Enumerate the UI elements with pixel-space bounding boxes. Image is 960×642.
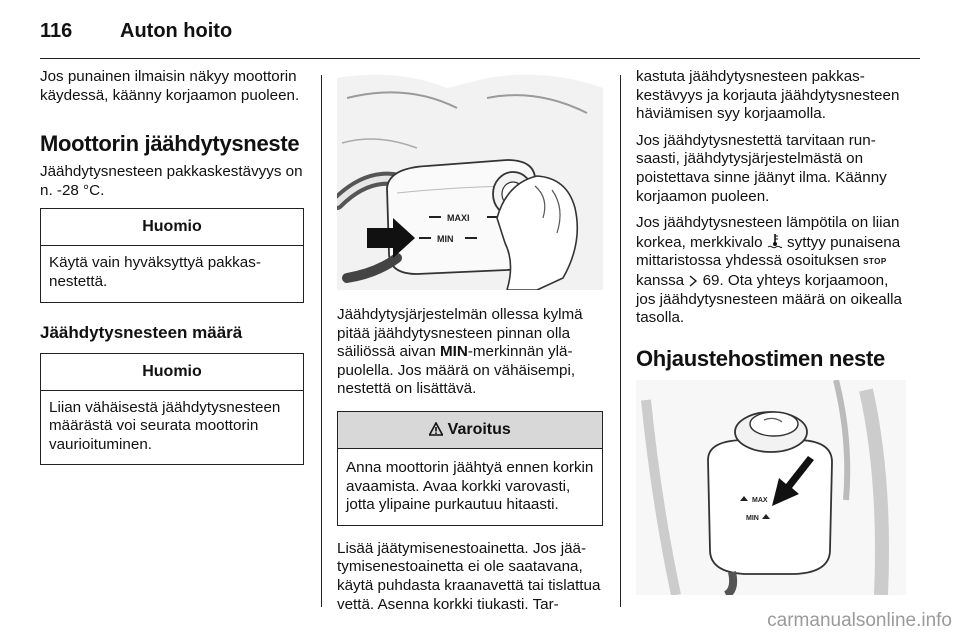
warning-box — [337, 411, 603, 526]
column-middle — [337, 68, 603, 622]
power-steering-reservoir-figure — [636, 380, 906, 595]
antifreeze-paragraph: Lisää jäätymisenestoainetta. Jos jäätymisenestoainetta ei ole saatavana, käytä puhdasta kraanavettä tai tislattua vettä. Asenna korkki tiukasti. Tar- — [337, 539, 601, 613]
warning-triangle-icon — [429, 422, 443, 436]
max-label: MAX — [752, 496, 768, 504]
warning-title: Varoitus — [447, 420, 511, 438]
page-title: Auton hoito — [120, 20, 233, 42]
column-right — [636, 68, 906, 611]
header-rule — [40, 58, 920, 59]
page-number: 116 — [40, 20, 73, 42]
coolant-section-title: Moottorin jäähdytysneste — [40, 131, 300, 157]
intro-paragraph: Jos punainen ilmaisin näkyy moottorin käydessä, käänny korjaamon puoleen. — [40, 68, 300, 104]
column-divider — [321, 75, 322, 607]
overheat-paragraph: Jos jäähdytysnesteen lämpötila on liian korkea, merkkivalo syttyy punaisena mittaristossa yhdessä osoituksen STOP kanssa 69. Ota yhteys korjaamoon, jos jäähdytysnesteen määrä on oikealla tasolla. — [636, 214, 902, 327]
coolant-level-paragraph: Jäähdytysjärjestelmän ollessa kylmä pitää jäähdytysnesteen pinnan olla säiliössä aivan MIN-merkinnän yläpuolella. Jos määrä on vähäisempi, nestettä on lisättävä. — [337, 306, 583, 398]
coolant-level-title: Jäähdytysnesteen määrä — [40, 322, 243, 342]
bleed-air-paragraph: Jos jäähdytysnestettä tarvitaan runsaasti, jäähdytysjärjestelmästä on poistettava sinne jäänyt ilma. Käänny korjaamon puoleen. — [636, 131, 887, 205]
column-divider — [620, 75, 621, 607]
check-protection-paragraph: kastuta jäähdytysnesteen pakkaskestävyys ja korjauta jäähdytysnesteen häviämisen syy korjaamolla. — [636, 68, 900, 123]
note-box-low-level — [40, 353, 304, 466]
column-left — [40, 68, 304, 465]
min-label: MIN — [746, 514, 759, 522]
coolant-reservoir-figure — [337, 68, 603, 290]
freeze-protection-paragraph: Jäähdytysnesteen pakkaskestävyys on n. -28 °C. — [40, 163, 303, 199]
note-text: Liian vähäisestä jäähdytysnesteen määrästä voi seurata moottorin vaurioituminen. — [49, 398, 281, 453]
stop-symbol: STOP — [863, 257, 887, 267]
power-steering-title: Ohjaustehostimen neste — [636, 345, 885, 371]
min-emphasis: MIN — [440, 343, 468, 361]
note-text: Käytä vain hyväksyttyä pakkasnestettä. — [49, 254, 261, 290]
note-title: Huomio — [41, 354, 303, 391]
warning-text: Anna moottorin jäähtyä ennen korkin avaamista. Avaa korkki varovasti, jotta ylipaine purkautuu hitaasti. — [346, 458, 594, 514]
watermark: carmanualsonline.info — [767, 610, 952, 631]
page-reference: 69 — [702, 271, 720, 289]
reservoir-cap-top — [750, 412, 798, 436]
warning-header — [338, 412, 602, 449]
maxi-label: MAXI — [447, 213, 470, 223]
min-label: MIN — [437, 234, 454, 244]
coolant-temperature-icon — [767, 233, 783, 249]
note-box-antifreeze — [40, 208, 304, 302]
page-header — [40, 16, 920, 50]
page-reference-icon — [688, 275, 698, 287]
note-title: Huomio — [41, 209, 303, 246]
